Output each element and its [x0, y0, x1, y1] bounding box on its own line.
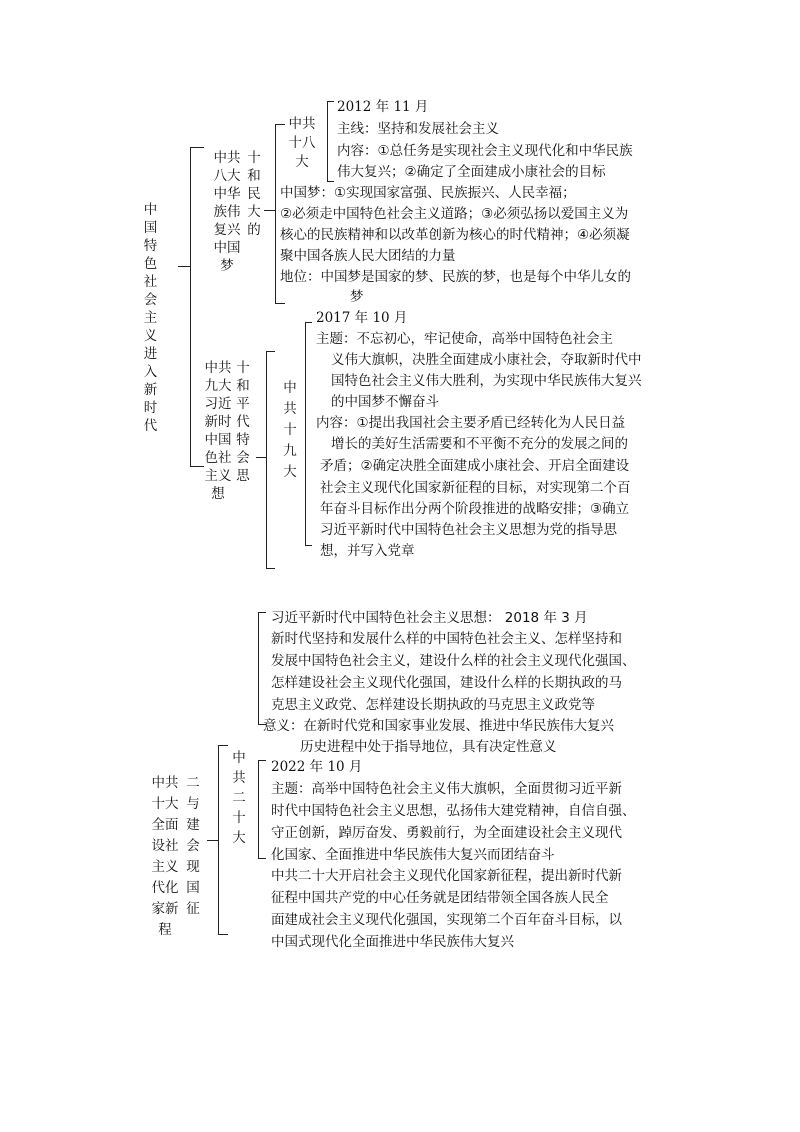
root-bracket-mid-tick [178, 266, 190, 267]
congress-20-theme-3: 守正创新，踔厉奋发、勇毅前行，为全面建设社会主义现代 [271, 825, 622, 841]
thought-line-4: 怎样建设社会主义现代化强国，建设什么样的长期执政的马 [271, 675, 622, 691]
root-bracket [190, 147, 191, 467]
congress-19-content-3: 矛盾；②确定决胜全面建成小康社会、开启全面建设 [320, 458, 630, 474]
part2-root-bracket-mid [207, 840, 218, 841]
branch2-bracket [266, 351, 267, 569]
china-dream-3: 核心的民族精神和以改革创新为核心的时代精神；④必须凝 [280, 227, 630, 243]
congress-19-content-4: 社会主义现代化国家新征程的目标，对实现第二个百 [320, 480, 631, 496]
dream-status-2: 梦 [350, 289, 364, 305]
congress-18-content-2: 伟大复兴；②确定了全面建成小康社会的目标 [337, 164, 606, 180]
congress-20-bracket [258, 760, 259, 859]
congress-20-theme-4: 化国家、全面推进中华民族伟大复兴而团结奋斗 [271, 847, 555, 863]
congress-19-theme-3: 国特色社会主义伟大胜利，为实现中华民族伟大复兴 [331, 373, 642, 389]
branch1-title-right: 十和民大的 [247, 150, 261, 238]
congress-19-theme-2: 义伟大旗帜，决胜全面建成小康社会，夺取新时代中 [331, 352, 642, 368]
congress-19-content-5: 年奋斗目标作出分两个阶段推进的战略安排；③确立 [320, 501, 630, 517]
branch2-title-right: 十和平代特会思 [236, 360, 250, 484]
congress-19-bracket [305, 322, 306, 546]
new-journey-2: 征程中国共产党的中心任务就是团结带领全国各族人民全 [271, 890, 609, 906]
congress-18-bracket-top [327, 101, 334, 102]
root-bracket-bottom-tick [190, 466, 204, 467]
congress-18-bracket-bottom [327, 181, 334, 182]
congress-19-content-6: 习近平新时代中国特色社会主义思想为党的指导思 [320, 522, 617, 538]
part2-root-bracket [218, 745, 219, 935]
congress-19-bracket-bottom [305, 545, 312, 546]
congress-20-theme-1: 主题：高举中国特色社会主义伟大旗帜，全面贯彻习近平新 [271, 781, 622, 797]
branch1-bracket-bottom [275, 303, 285, 304]
new-journey-4: 中国式现代化全面推进中华民族伟大复兴 [271, 934, 514, 950]
congress-20-theme-2: 时代中国特色社会主义思想，弘扬伟大建党精神，自信自强、 [271, 803, 636, 819]
branch1-bracket [275, 124, 276, 304]
thought-line-2: 新时代坚持和发展什么样的中国特色社会主义、怎样坚持和 [271, 631, 622, 647]
branch2-bracket-top [266, 351, 275, 352]
congress-20-date: 2022 年 10 月 [271, 759, 363, 775]
thought-line-5: 克思主义政党、怎样建设长期执政的马克思主义政党等 [271, 697, 595, 713]
congress-19-label: 中共十九大 [283, 380, 297, 480]
congress-18-date: 2012 年 11 月 [337, 99, 429, 115]
china-dream-1: 中国梦：①实现国家富强、民族振兴、人民幸福； [280, 185, 576, 201]
part2-root-bracket-bottom [218, 934, 228, 935]
congress-19-theme-1: 主题：不忘初心，牢记使命，高举中国特色社会主 [316, 331, 613, 347]
congress-19-bracket-top [305, 322, 312, 323]
branch1-title-left: 中共八大中华族伟复兴中国梦 [213, 150, 241, 274]
part2-root-left: 中共十大全面设社主义代化家新程 [151, 775, 179, 938]
congress-18-label: 中共十八大 [288, 116, 316, 170]
thought-line-1: 习近平新时代中国特色社会主义思想： 2018 年 3 月 [271, 610, 588, 626]
new-journey-1: 中共二十大开启社会主义现代化国家新征程，提出新时代新 [271, 868, 622, 884]
china-dream-4: 聚中国各族人民大团结的力量 [280, 248, 456, 264]
part2-root-right: 二与建会现国征 [186, 775, 200, 917]
new-journey-3: 面建成社会主义现代化强国，实现第二个百年奋斗目标，以 [271, 912, 622, 928]
congress-18-mainline: 主线：坚持和发展社会主义 [337, 121, 499, 137]
congress-19-content-7: 想，并写入党章 [320, 543, 415, 559]
congress-18-content-1: 内容：①总任务是实现社会主义现代化和中华民族 [337, 143, 633, 159]
root-node-new-era: 中国特色社会主义进入新时代 [143, 202, 158, 434]
thought-significance-1: 意义：在新时代党和国家事业发展、推进中华民族伟大复兴 [263, 718, 614, 734]
congress-20-bracket-bottom [258, 858, 266, 859]
congress-19-content-2: 增长的美好生活需要和不平衡不充分的发展之间的 [331, 436, 628, 452]
congress-20-label: 中共二十大 [232, 750, 246, 846]
congress-19-content-1: 内容：①提出我国社会主要矛盾已经转化为人民日益 [316, 415, 626, 431]
thought-bracket [258, 612, 259, 725]
branch2-bracket-bottom [266, 568, 275, 569]
congress-19-date: 2017 年 10 月 [316, 310, 408, 326]
root-bracket-top-tick [190, 147, 204, 148]
congress-19-theme-4: 的中国梦不懈奋斗 [331, 394, 439, 410]
thought-line-3: 发展中国特色社会主义，建设什么样的社会主义现代化强国、 [271, 653, 636, 669]
thought-significance-2: 历史进程中处于指导地位，具有决定性意义 [300, 739, 557, 755]
congress-20-bracket-top [258, 760, 266, 761]
thought-bracket-top [258, 612, 266, 613]
congress-18-bracket [327, 101, 328, 182]
branch2-title-left: 中共九大习近新时中国色社主义想 [204, 360, 232, 502]
china-dream-2: ②必须走中国特色社会主义道路；③必须弘扬以爱国主义为 [280, 206, 629, 222]
branch1-bracket-mid [264, 210, 275, 211]
branch2-bracket-mid [256, 457, 266, 458]
dream-status-1: 地位：中国梦是国家的梦、民族的梦，也是每个中华儿女的 [280, 269, 631, 285]
part2-root-bracket-top [218, 745, 228, 746]
